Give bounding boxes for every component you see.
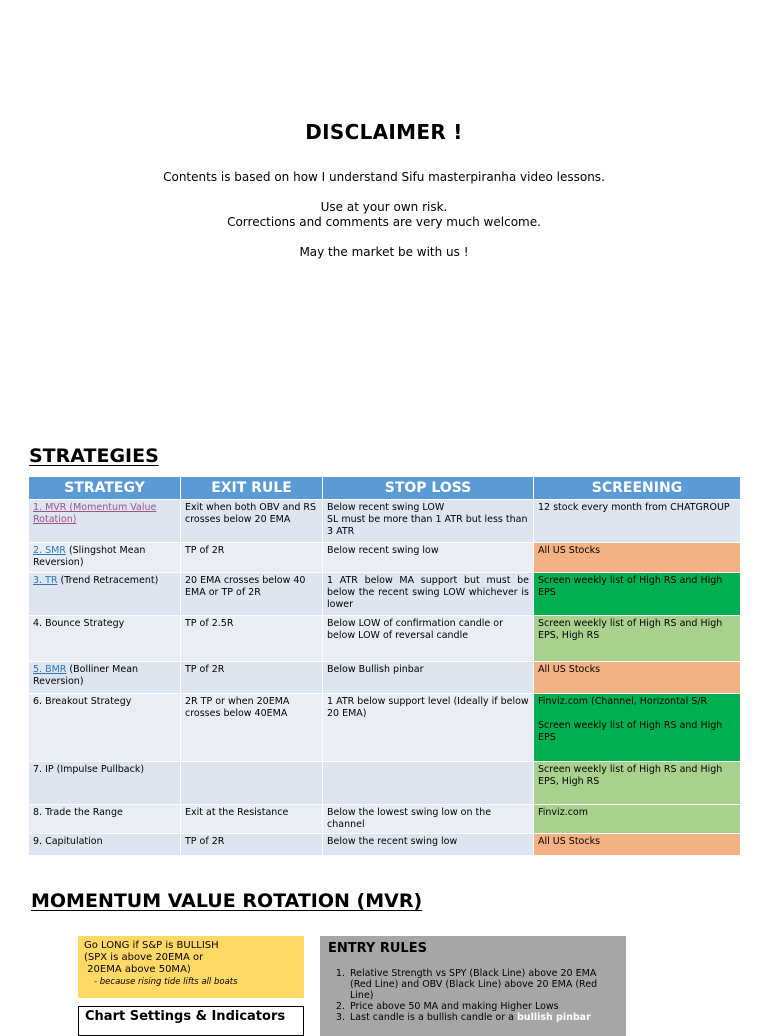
entry-rule-item — [348, 1012, 618, 1023]
chart-settings-box — [78, 1006, 304, 1036]
screening-cell: Screen weekly list of High RS and High EPS — [534, 573, 741, 616]
table-row — [29, 543, 741, 573]
disclaimer-line: Corrections and comments are very much welcome. — [227, 215, 541, 229]
table-row — [29, 805, 741, 834]
strategy-link-mvr[interactable]: 1. MVR (Momentum Value Rotation) — [33, 502, 157, 525]
screening-cell: All US Stocks — [534, 834, 741, 856]
header-exit-rule: EXIT RULE — [181, 477, 323, 500]
screening-cell: 12 stock every month from CHATGROUP — [534, 500, 741, 543]
table-row — [29, 500, 741, 543]
exit-cell: 20 EMA crosses below 40 EMA or TP of 2R — [181, 573, 323, 616]
condition-line: Go LONG if S&P is BULLISH — [84, 940, 219, 951]
strategy-desc: (Bolliner Mean Reversion) — [33, 664, 139, 687]
table-row — [29, 694, 741, 762]
exit-cell: TP of 2R — [181, 543, 323, 573]
exit-cell: 2R TP or when 20EMA crosses below 40EMA — [181, 694, 323, 762]
exit-cell: Exit at the Resistance — [181, 805, 323, 834]
condition-note: - because rising tide lifts all boats — [94, 977, 238, 987]
screening-cell: All US Stocks — [534, 662, 741, 694]
disclaimer-title: DISCLAIMER ! — [305, 120, 463, 144]
exit-cell: TP of 2R — [181, 662, 323, 694]
header-stop-loss: STOP LOSS — [323, 477, 534, 500]
strategies-title: STRATEGIES — [29, 445, 159, 467]
screening-text: Finviz.com (Channel, Horizontal S/R — [538, 696, 708, 707]
entry-rules-box — [320, 936, 626, 1036]
stop-cell — [323, 762, 534, 805]
entry-rules-title: ENTRY RULES — [328, 941, 427, 956]
screening-cell: Finviz.com — [534, 805, 741, 834]
disclaimer-line: May the market be with us ! — [299, 245, 469, 259]
stop-cell: Below the lowest swing low on the channel — [323, 805, 534, 834]
strategy-desc: (Slingshot Mean Reversion) — [33, 545, 146, 568]
stop-cell: Below Bullish pinbar — [323, 662, 534, 694]
exit-cell: TP of 2R — [181, 834, 323, 856]
strategy-link-tr[interactable]: 3. TR — [33, 575, 58, 586]
table-row — [29, 616, 741, 662]
strategy-cell: 7. IP (Impulse Pullback) — [29, 762, 181, 805]
strategy-cell: 6. Breakout Strategy — [29, 694, 181, 762]
screening-cell: Screen weekly list of High RS and High EPS, High RS — [534, 616, 741, 662]
strategy-cell — [29, 500, 181, 543]
exit-cell: TP of 2.5R — [181, 616, 323, 662]
strategy-cell: 9. Capitulation — [29, 834, 181, 856]
strategy-cell: 8. Trade the Range — [29, 805, 181, 834]
entry-rule-item: 1. Relative Strength vs SPY (Black Line) above 20 EMA (Red Line) and OBV (Black Line) above 20 EMA (Red Line) — [348, 968, 618, 1001]
strategies-table — [28, 476, 741, 856]
table-row — [29, 762, 741, 805]
table-header-row — [29, 477, 741, 500]
entry-rule-item: 2. Price above 50 MA and making Higher Lows — [348, 1001, 618, 1012]
entry-rules-list — [328, 968, 618, 1023]
strategy-cell — [29, 573, 181, 616]
table-row — [29, 662, 741, 694]
exit-cell: Exit when both OBV and RS crosses below 20 EMA — [181, 500, 323, 543]
strategy-cell — [29, 543, 181, 573]
table-row — [29, 573, 741, 616]
condition-line: (SPX is above 20EMA or — [84, 952, 204, 963]
stop-cell: Below recent swing low — [323, 543, 534, 573]
disclaimer-section — [0, 120, 768, 260]
stop-cell: 1 ATR below support level (Ideally if below 20 EMA) — [323, 694, 534, 762]
strategy-cell: 4. Bounce Strategy — [29, 616, 181, 662]
screening-text: Screen weekly list of High RS and High EPS — [538, 720, 723, 743]
strategy-link-bmr[interactable]: 5. BMR — [33, 664, 67, 675]
screening-cell: Screen weekly list of High RS and High EPS, High RS — [534, 762, 741, 805]
strategy-link-smr[interactable]: 2. SMR — [33, 545, 66, 556]
disclaimer-line: Contents is based on how I understand Sifu masterpiranha video lessons. — [163, 170, 605, 184]
exit-cell — [181, 762, 323, 805]
header-screening: SCREENING — [534, 477, 741, 500]
entry-rule-text: Last candle is a bullish candle or a — [350, 1012, 517, 1023]
screening-cell — [534, 694, 741, 762]
mvr-title: MOMENTUM VALUE ROTATION (MVR) — [31, 890, 423, 912]
stop-cell: Below the recent swing low — [323, 834, 534, 856]
entry-rule-highlight: bullish pinbar — [517, 1012, 591, 1023]
strategy-desc: (Trend Retracement) — [57, 575, 159, 586]
strategy-cell — [29, 662, 181, 694]
table-row — [29, 834, 741, 856]
stop-cell: Below recent swing LOW SL must be more than 1 ATR but less than 3 ATR — [323, 500, 534, 543]
header-strategy: STRATEGY — [29, 477, 181, 500]
screening-cell: All US Stocks — [534, 543, 741, 573]
disclaimer-line: Use at your own risk. — [320, 200, 448, 214]
stop-cell: 1 ATR below MA support but must be below the recent swing LOW whichever is lower — [323, 573, 534, 616]
condition-line: 20EMA above 50MA) — [84, 964, 191, 975]
stop-cell: Below LOW of confirmation candle or below LOW of reversal candle — [323, 616, 534, 662]
market-condition-box — [78, 936, 304, 998]
chart-settings-title: Chart Settings & Indicators — [85, 1009, 286, 1024]
